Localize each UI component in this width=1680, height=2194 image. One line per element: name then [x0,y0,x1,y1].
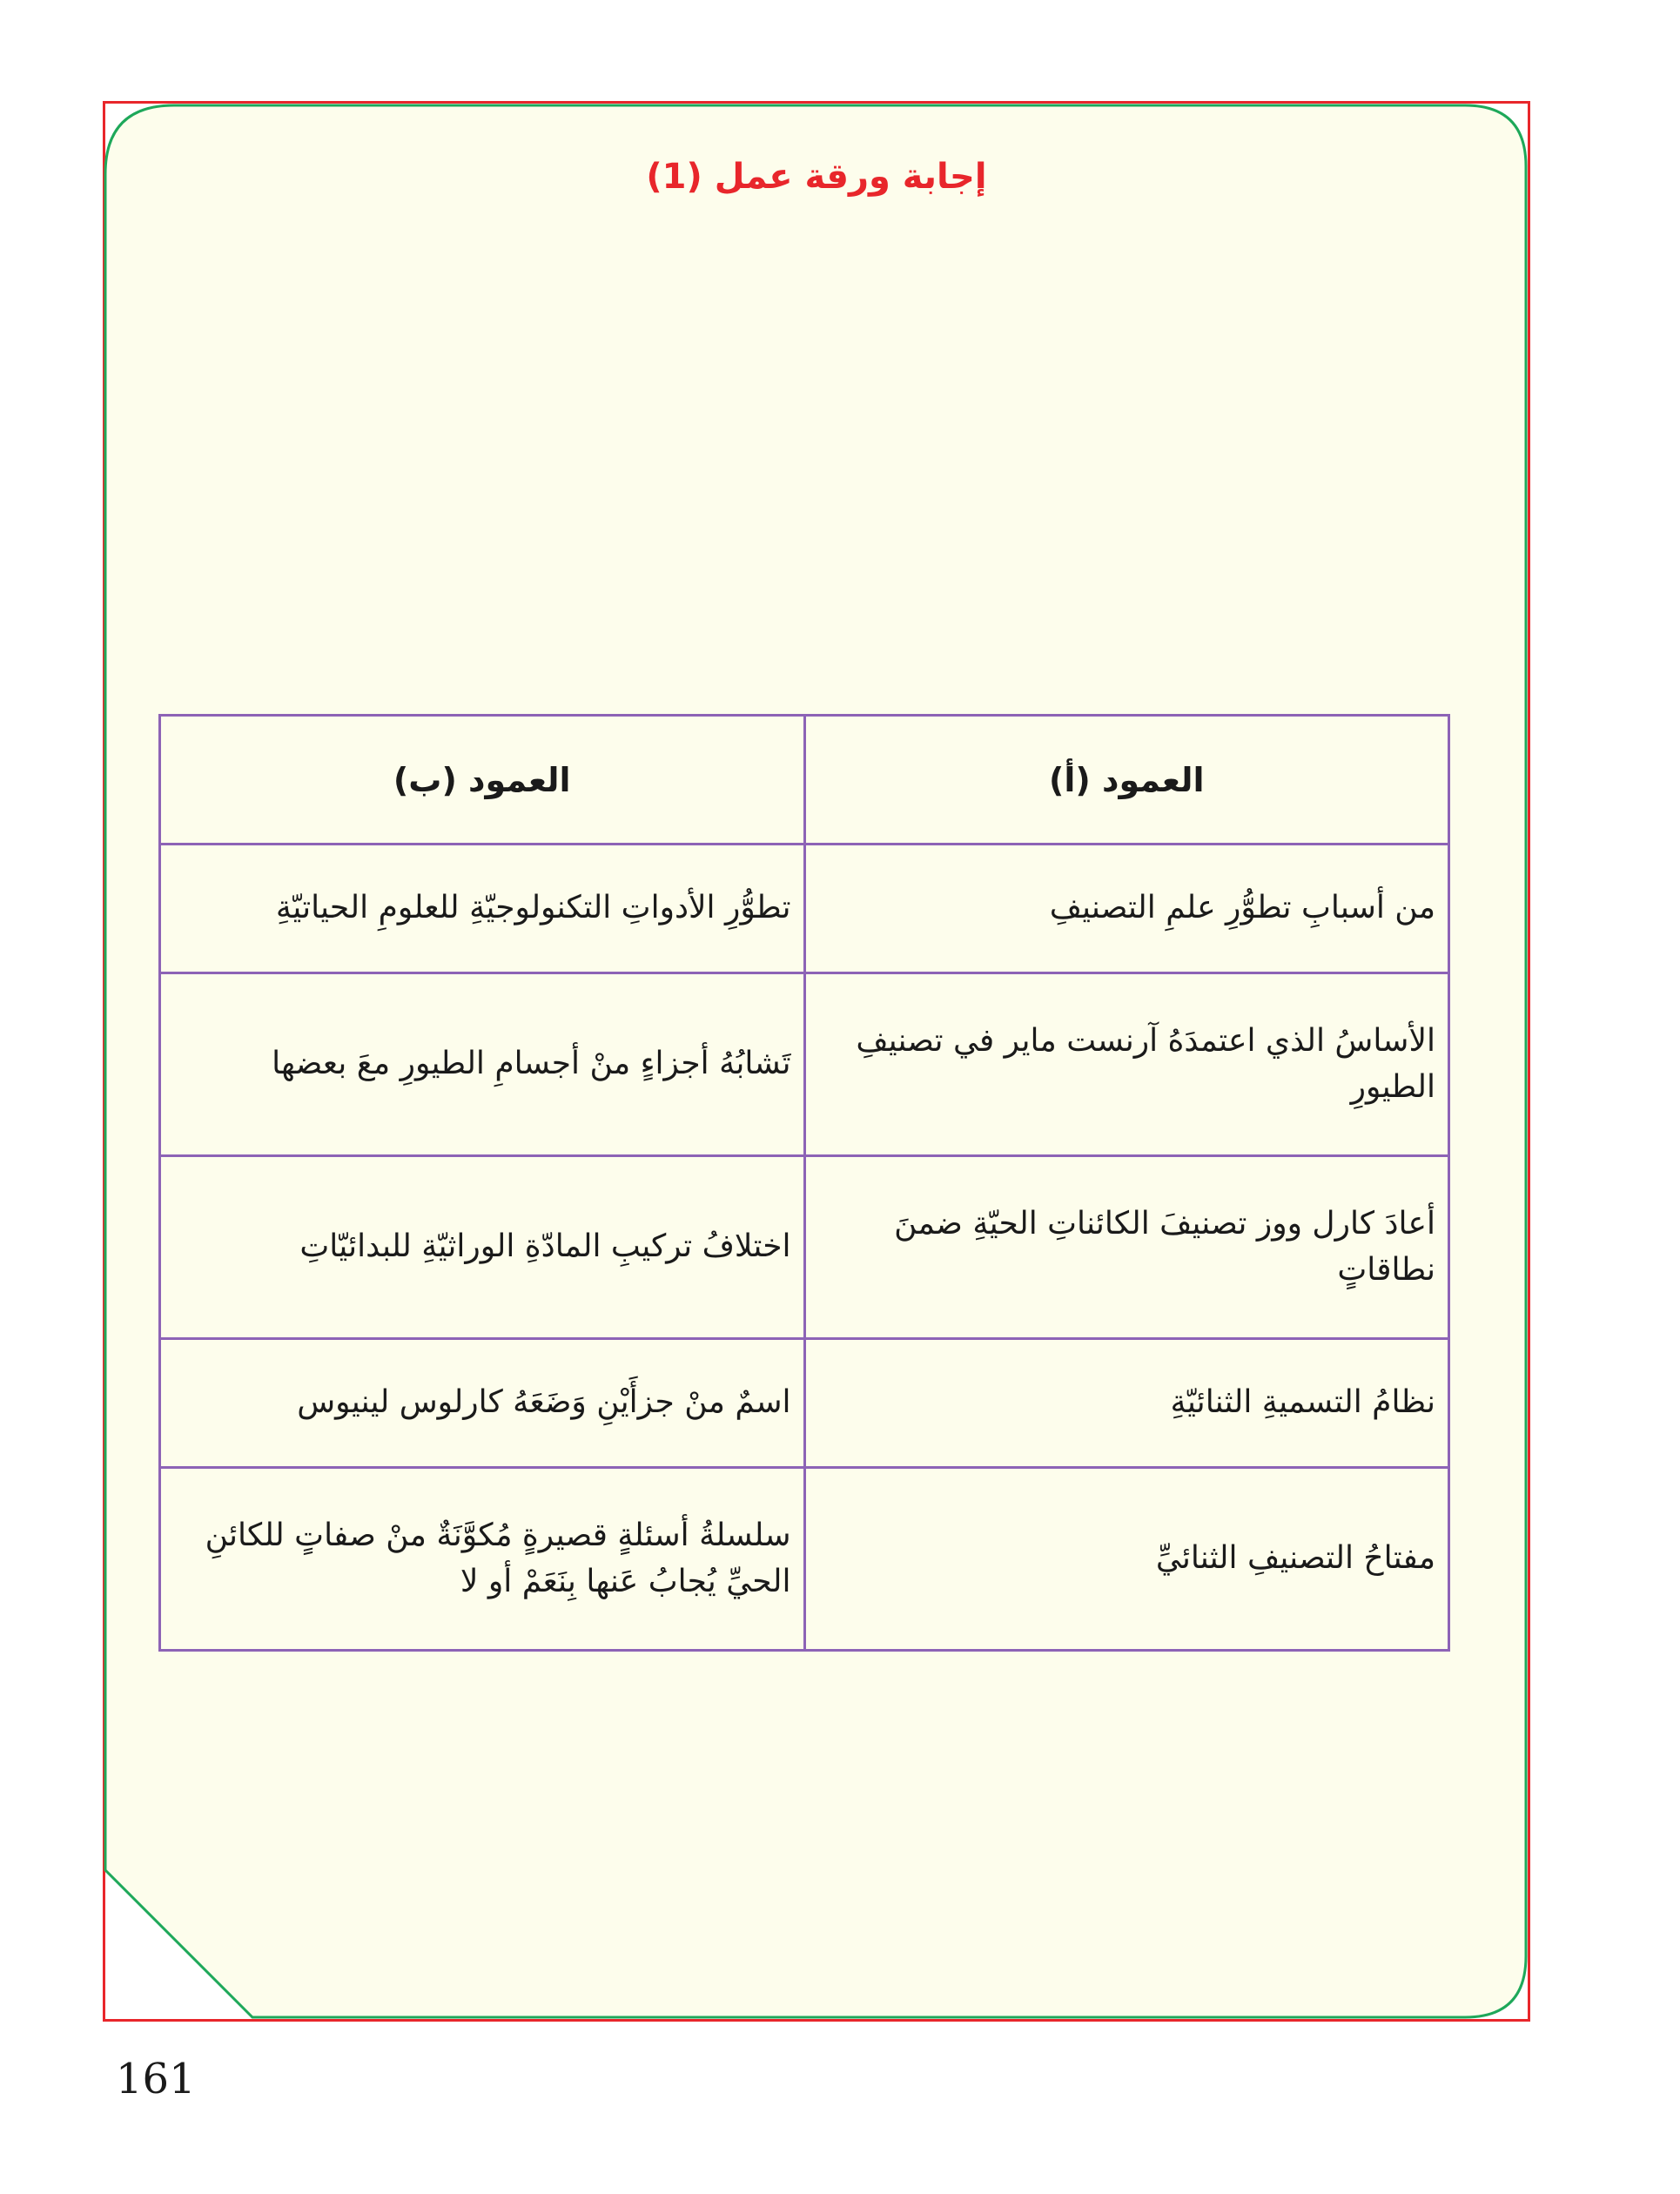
column-a-cell: نظامُ التسميةِ الثنائيّةِ [804,1339,1449,1468]
column-a-header: العمود (أ) [804,716,1449,845]
table-row [160,1156,1449,1339]
table-row [160,1339,1449,1468]
table-row [160,845,1449,973]
table-header-row [160,716,1449,845]
column-b-cell: تَشابُهُ أجزاءٍ منْ أجسامِ الطيورِ معَ بعضها [160,973,805,1156]
table-row [160,973,1449,1156]
column-b-cell: تطوُّرِ الأدواتِ التكنولوجيّةِ للعلومِ الحياتيّةِ [160,845,805,973]
column-a-cell: أعادَ كارل ووز تصنيفَ الكائناتِ الحيّةِ ضمنَ نطاقاتٍ [804,1156,1449,1339]
column-b-header: العمود (ب) [160,716,805,845]
table-row [160,1468,1449,1651]
column-b-cell: سلسلةُ أسئلةٍ قصيرةٍ مُكوَّنَةٌ منْ صفاتٍ للكائنِ الحيِّ يُجابُ عَنها بِنَعَمْ أو لا [160,1468,805,1651]
column-b-cell: اسمٌ منْ جزأَيْنِ وَضَعَهُ كارلوس لينيوس [160,1339,805,1468]
column-a-cell: مفتاحُ التصنيفِ الثنائيِّ [804,1468,1449,1651]
column-b-cell: اختلافُ تركيبِ المادّةِ الوراثيّةِ للبدائيّاتِ [160,1156,805,1339]
matching-table [158,714,1450,1652]
worksheet-title: إجابة ورقة عمل (1) [646,157,987,197]
column-a-cell: الأساسُ الذي اعتمدَهُ آرنست ماير في تصنيفِ الطيورِ [804,973,1449,1156]
column-a-cell: من أسبابِ تطوُّرِ علمِ التصنيفِ [804,845,1449,973]
page-number: 161 [116,2055,196,2103]
